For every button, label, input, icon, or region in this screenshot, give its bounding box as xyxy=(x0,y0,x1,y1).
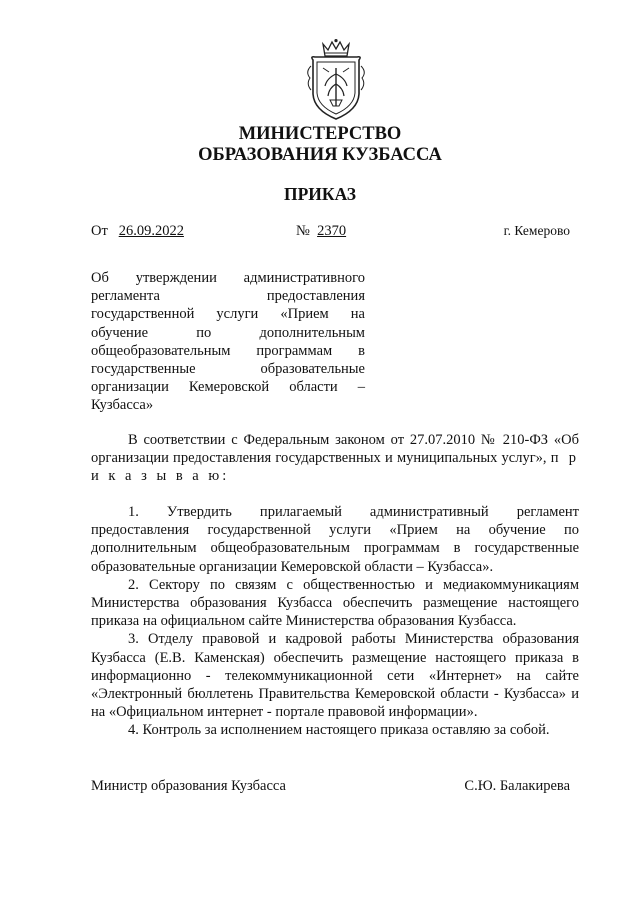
orders-word: п р и к а з ы в а ю: xyxy=(91,450,579,485)
signatory-position: Министр образования Кузбасса xyxy=(91,778,286,794)
kuzbass-coat-of-arms-icon xyxy=(301,38,371,122)
order-items xyxy=(91,503,579,740)
signatory-name: С.Ю. Балакирева xyxy=(464,778,570,794)
number-prefix: № xyxy=(296,223,310,239)
order-date: 26.09.2022 xyxy=(118,223,184,239)
order-item-2: 2. Сектору по связям с общественностью и медиакоммуникациям Министерства образования Кузбасса обеспечить размещение настоящего приказа на официальном сайте Министерства образования Кузбасса. xyxy=(91,576,579,630)
preamble-paragraph xyxy=(91,431,579,486)
order-item-3: 3. Отделу правовой и кадровой работы Министерства образования Кузбасса (Е.В. Каменская) обеспечить размещение настоящего приказа в информационно - телекоммуникационной сети «Интернет» на сайте «Электронный бюллетень Правительства Кемеровской области - Кузбасса» и на «Официальном интернет - портале правовой информации». xyxy=(91,631,579,721)
order-date-block xyxy=(91,222,184,240)
order-number: 2370 xyxy=(317,223,347,239)
ministry-line-2: ОБРАЗОВАНИЯ КУЗБАССА xyxy=(198,145,442,165)
order-city: г. Кемерово xyxy=(503,223,570,238)
document-type: ПРИКАЗ xyxy=(283,184,357,204)
order-item-4: 4. Контроль за исполнением настоящего приказа оставляю за собой. xyxy=(128,722,550,739)
order-item-1: 1. Утвердить прилагаемый административный регламент предоставления государственной услуги «Прием на обучение по дополнительным общеобразовательным программам в государственные образовательные организации Кемеровской области – Кузбасса». xyxy=(91,504,579,575)
order-subject: Об утверждении административного регламента предоставления государственной услуги «Прием на обучение по дополнительным общеобразовательным программам в государственные образовательные организации Кемеровской области – Кузбасса» xyxy=(91,270,365,414)
ministry-name xyxy=(0,124,640,166)
ministry-line-1: МИНИСТЕРСТВО xyxy=(238,124,402,144)
date-prefix: От xyxy=(91,223,108,239)
order-number-block xyxy=(296,222,346,240)
preamble-text: В соответствии с Федеральным законом от 27.07.2010 № 210-ФЗ «Об организации предоставления государственных и муниципальных услуг», xyxy=(91,432,579,467)
